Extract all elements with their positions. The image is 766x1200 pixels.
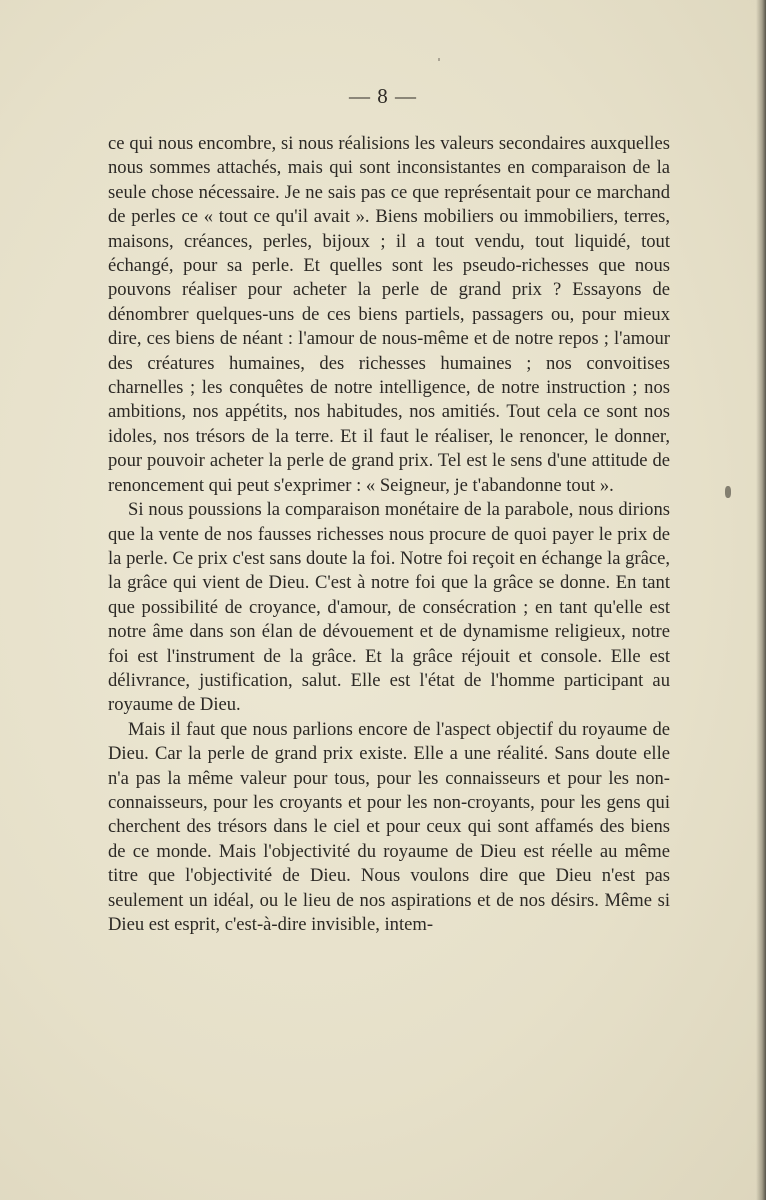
paragraph: Mais il faut que nous parlions encore de l'aspect objectif du royaume de Dieu. Car la perle de grand prix existe. Elle a une réalité. Sans doute elle n'a pas la même valeur pour tous, pour les connaisseurs et pour les non-connaisseurs, pour les croyants et pour les non-croyants, pour les gens qui cherchent des trésors dans le ciel et pour ceux qui sont affamés des biens de ce monde. Mais l'objectivité du royaume de Dieu est réelle au même titre que l'objectivité de Dieu. Nous voulons dire que Dieu n'est pas seulement un idéal, ou le lieu de nos aspirations et de nos désirs. Même si Dieu est esprit, c'est-à-dire invisible, intem- bbox=[108, 718, 670, 935]
paper-speck bbox=[438, 58, 440, 61]
paragraph: Si nous poussions la comparaison monétaire de la parabole, nous dirions que la vente de nos fausses richesses nous procure de quoi payer le prix de la perle. Ce prix c'est sans doute la foi. Notre foi reçoit en échange la grâce, la grâce qui vient de Dieu. C'est à notre foi que la grâce se donne. En tant que possibilité de croyance, d'amour, de consécration ; en tant qu'elle est notre âme dans son élan de dévouement et de dynamisme religieux, notre foi est l'instrument de la grâce. Et la grâce réjouit et console. Elle est délivrance, justification, salut. Elle est l'état de l'homme participant au royaume de Dieu. bbox=[108, 499, 670, 716]
body-text bbox=[108, 132, 670, 937]
page-edge-shadow bbox=[756, 0, 766, 1200]
ink-blot bbox=[725, 486, 731, 498]
page-number: — 8 — bbox=[349, 84, 417, 108]
paragraph: ce qui nous encombre, si nous réalisions les valeurs secondaires auxquelles nous sommes attachés, mais qui sont inconsistantes en comparaison de la seule chose nécessaire. Je ne sais pas ce que représentait pour ce marchand de perles ce « tout ce qu'il avait ». Biens mobiliers ou immobiliers, terres, maisons, créances, perles, bijoux ; il a tout vendu, tout liquidé, tout échangé, pour sa perle. Et quelles sont les pseudo-richesses que nous pouvons réaliser pour acheter la perle de grand prix ? Essayons de dénombrer quelques-uns de ces biens partiels, passagers ou, pour mieux dire, ces biens de néant : l'amour de nous-même et de notre repos ; l'amour des créatures humaines, des richesses humaines ; nos convoitises charnelles ; les conquêtes de notre intelligence, de notre instruction ; nos ambitions, nos appétits, nos habitudes, nos amitiés. Tout cela ce sont nos idoles, nos trésors de la terre. Et il faut le réaliser, le renoncer, le donner, pour pouvoir acheter la perle de grand prix. Tel est le sens d'une attitude de renoncement qui peut s'exprimer : « Seigneur, je t'abandonne tout ». bbox=[108, 133, 670, 496]
